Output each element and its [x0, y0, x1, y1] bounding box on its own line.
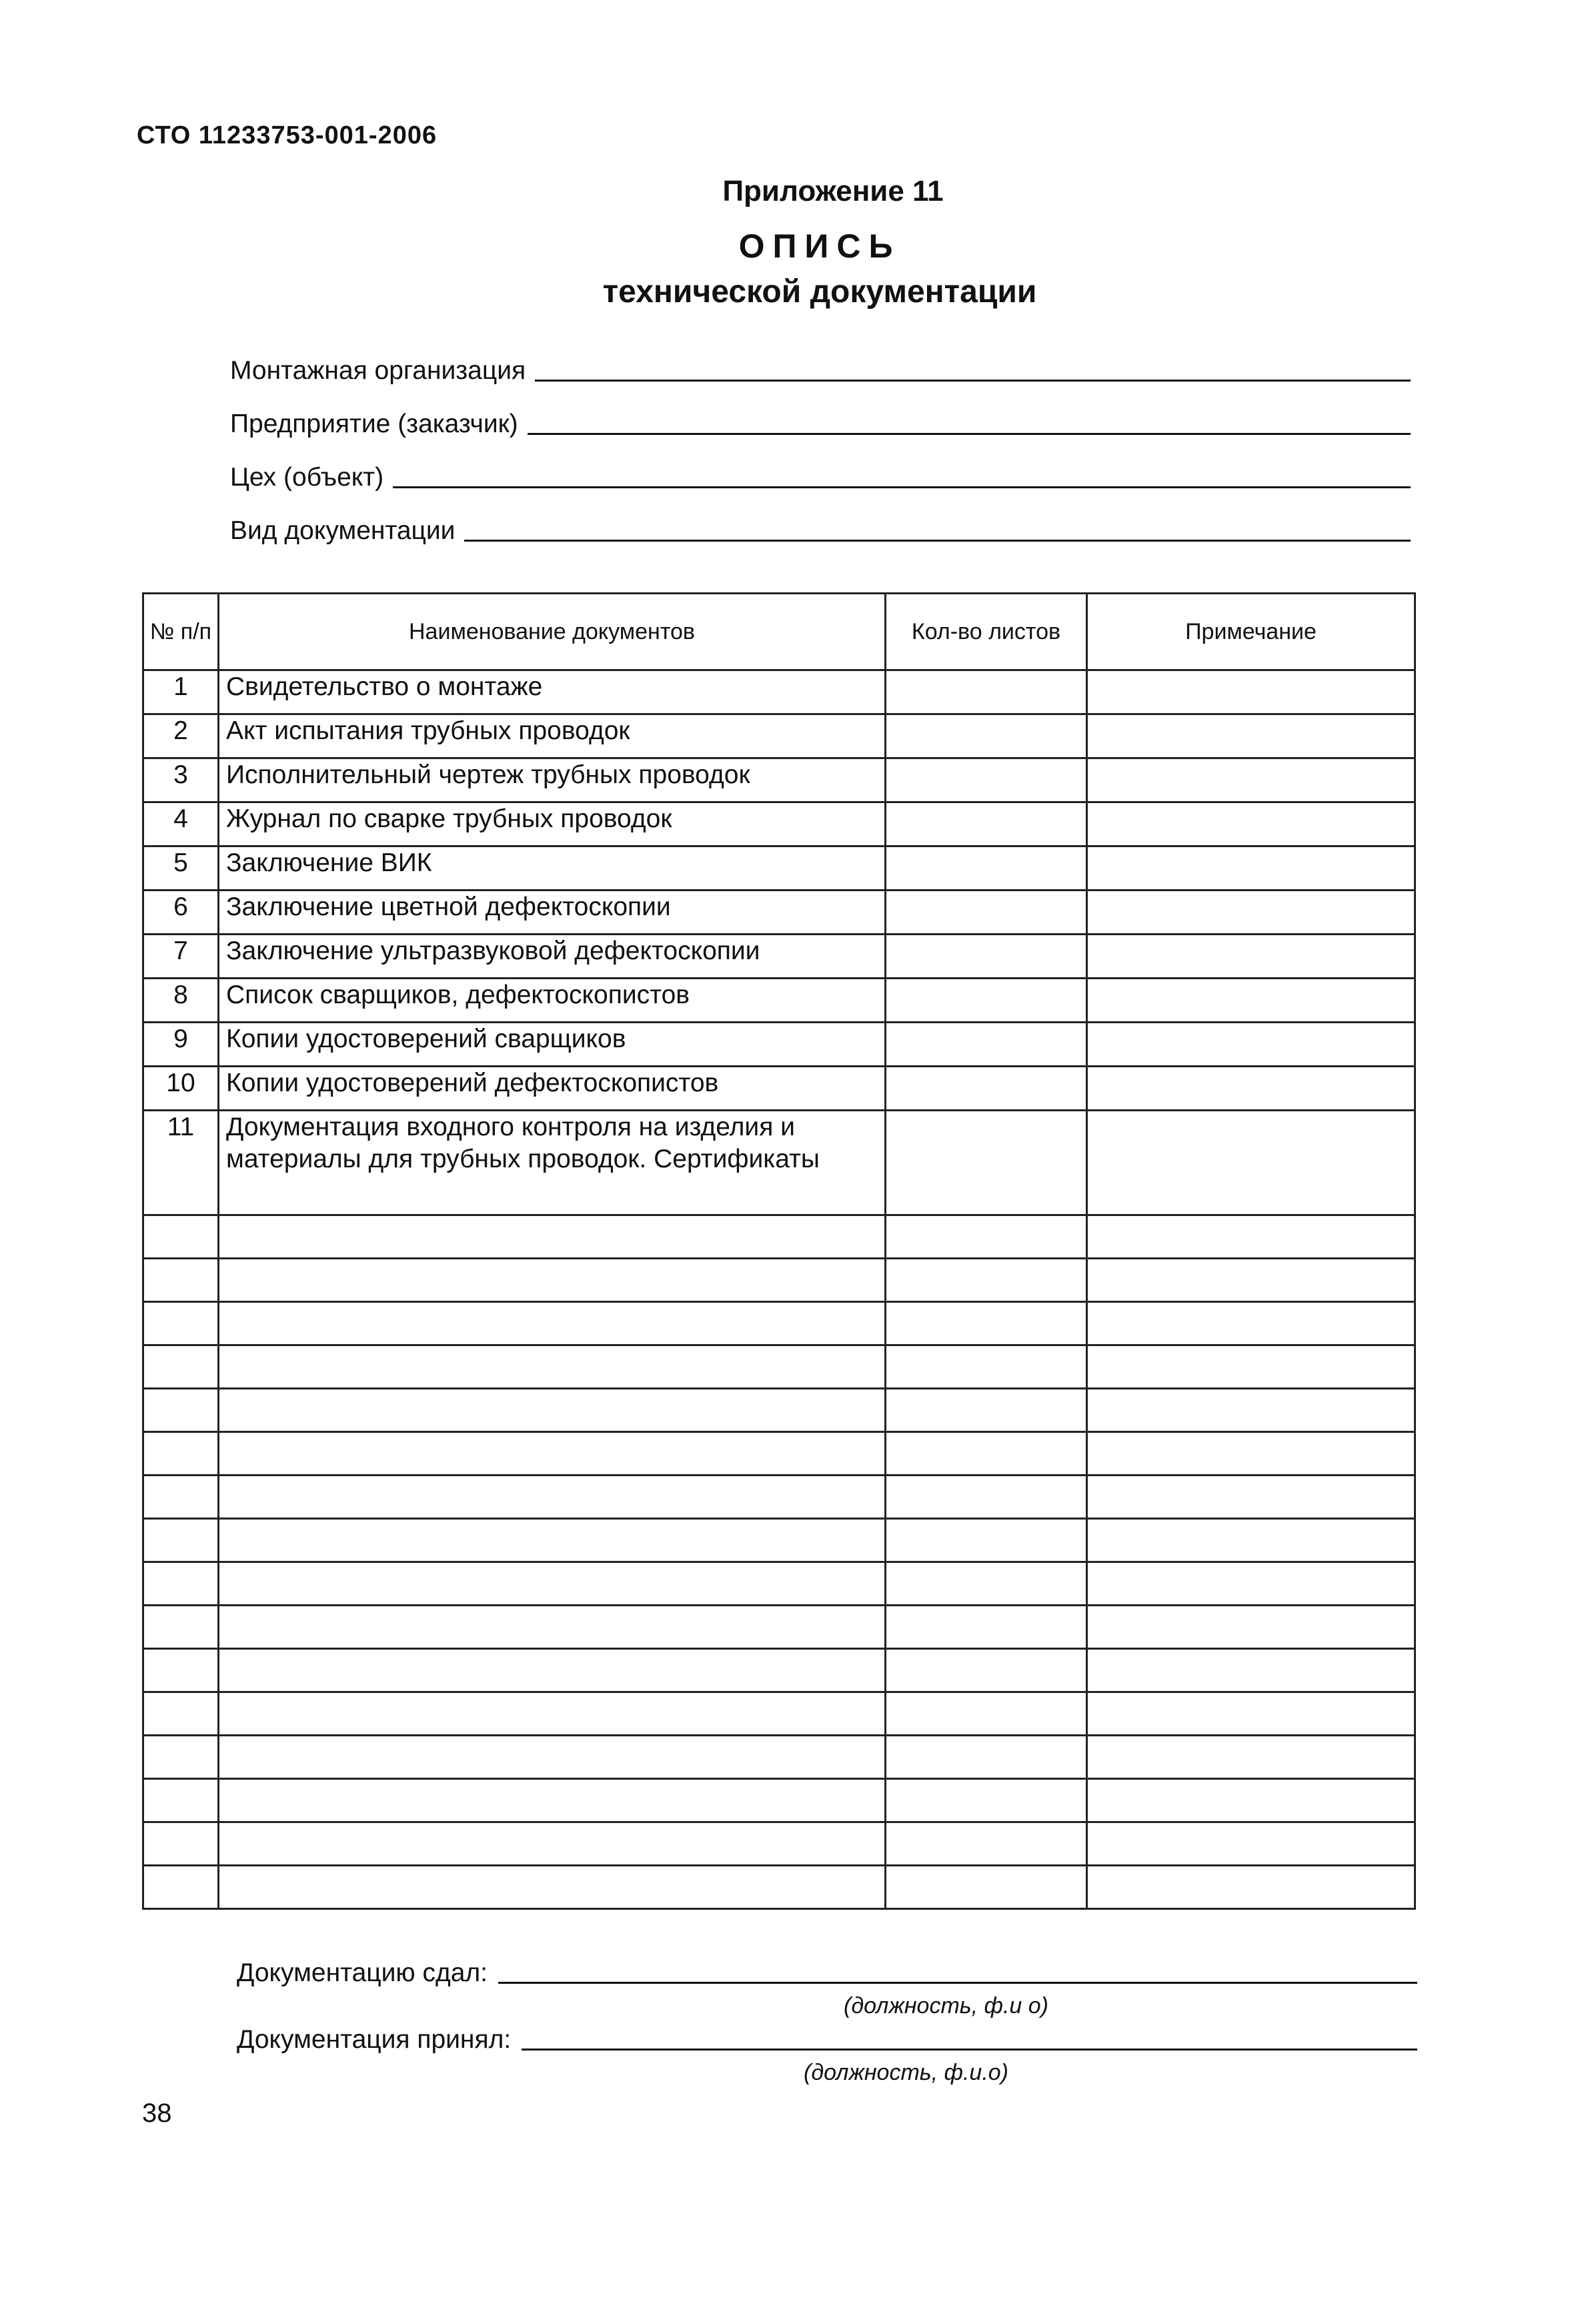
name-cell[interactable]: [219, 1345, 886, 1389]
table-row: [143, 802, 1415, 846]
note-cell[interactable]: [1087, 714, 1415, 758]
num-cell: 8: [143, 979, 219, 1023]
blank-table-row: [143, 1562, 1415, 1606]
field-label: Монтажная организация: [230, 356, 526, 385]
num-cell[interactable]: [143, 1692, 219, 1736]
sheets-cell[interactable]: [886, 1519, 1087, 1562]
num-cell: 3: [143, 758, 219, 802]
note-cell[interactable]: [1087, 1259, 1415, 1302]
note-cell[interactable]: [1087, 1692, 1415, 1736]
document-subtitle: технической документации: [602, 274, 1037, 310]
sheets-cell[interactable]: [886, 1606, 1087, 1649]
note-cell[interactable]: [1087, 935, 1415, 979]
table-row: [143, 714, 1415, 758]
note-cell[interactable]: [1087, 1067, 1415, 1111]
name-cell[interactable]: [219, 1562, 886, 1606]
name-cell[interactable]: [219, 1519, 886, 1562]
table-row: [143, 758, 1415, 802]
blank-table-row: [143, 1779, 1415, 1822]
blank-table-row: [143, 1259, 1415, 1302]
fill-line[interactable]: [393, 486, 1411, 488]
sheets-cell[interactable]: [886, 1302, 1087, 1345]
table-row: [143, 1067, 1415, 1111]
name-cell[interactable]: [219, 1822, 886, 1866]
sheets-cell[interactable]: [886, 1822, 1087, 1866]
num-cell[interactable]: [143, 1736, 219, 1779]
note-cell[interactable]: [1087, 1649, 1415, 1692]
sheets-cell[interactable]: [886, 935, 1087, 979]
field-documentation-type: [230, 512, 1411, 546]
sheets-cell[interactable]: [886, 1345, 1087, 1389]
table-header-row: [143, 594, 1415, 670]
note-cell[interactable]: [1087, 1779, 1415, 1822]
blank-table-row: [143, 1345, 1415, 1389]
sheets-cell[interactable]: [886, 1259, 1087, 1302]
num-cell: 7: [143, 935, 219, 979]
sheets-cell[interactable]: [886, 846, 1087, 891]
note-cell[interactable]: [1087, 1562, 1415, 1606]
name-cell[interactable]: [219, 1692, 886, 1736]
table-row: [143, 670, 1415, 714]
note-cell[interactable]: [1087, 1111, 1415, 1215]
name-cell[interactable]: [219, 1649, 886, 1692]
sheets-cell[interactable]: [886, 1023, 1087, 1067]
name-cell[interactable]: [219, 1779, 886, 1822]
num-cell[interactable]: [143, 1822, 219, 1866]
page-number: 38: [142, 2099, 172, 2128]
sheets-cell[interactable]: [886, 1562, 1087, 1606]
fill-line[interactable]: [528, 433, 1411, 435]
blank-table-row: [143, 1215, 1415, 1259]
table-row: [143, 979, 1415, 1023]
name-cell: Копии удостоверений дефектоскопистов: [219, 1067, 886, 1111]
blank-table-row: [143, 1649, 1415, 1692]
num-cell: 9: [143, 1023, 219, 1067]
table-row: [143, 935, 1415, 979]
sheets-cell[interactable]: [886, 1067, 1087, 1111]
documents-table: [142, 592, 1416, 1910]
name-cell[interactable]: [219, 1476, 886, 1519]
sheets-cell[interactable]: [886, 891, 1087, 935]
note-cell[interactable]: [1087, 891, 1415, 935]
num-cell[interactable]: [143, 1562, 219, 1606]
name-cell: Свидетельство о монтаже: [219, 670, 886, 714]
table-row: [143, 891, 1415, 935]
note-cell[interactable]: [1087, 1023, 1415, 1067]
signature-handed-over: [237, 1954, 1417, 1988]
name-cell: Заключение цветной дефектоскопии: [219, 891, 886, 935]
sheets-cell[interactable]: [886, 1866, 1087, 1909]
sheets-cell[interactable]: [886, 1476, 1087, 1519]
name-cell: Заключение ультразвуковой дефектоскопии: [219, 935, 886, 979]
signature-label: Документацию сдал:: [237, 1958, 488, 1987]
blank-table-row: [143, 1389, 1415, 1432]
name-cell[interactable]: [219, 1215, 886, 1259]
note-cell[interactable]: [1087, 1389, 1415, 1432]
field-workshop-object: [230, 459, 1411, 492]
fill-line[interactable]: [464, 540, 1411, 542]
signature-accepted: [237, 2021, 1417, 2055]
num-cell[interactable]: [143, 1389, 219, 1432]
num-cell: 5: [143, 846, 219, 891]
num-cell[interactable]: [143, 1649, 219, 1692]
standard-code: СТО 11233753-001-2006: [137, 121, 438, 149]
num-cell[interactable]: [143, 1779, 219, 1822]
name-cell[interactable]: [219, 1432, 886, 1476]
field-enterprise-customer: [230, 406, 1411, 439]
note-cell[interactable]: [1087, 1302, 1415, 1345]
fill-line[interactable]: [535, 380, 1411, 382]
field-label: Вид документации: [230, 516, 456, 545]
name-cell: Акт испытания трубных проводок: [219, 714, 886, 758]
column-header-sheets: Кол-во листов: [886, 594, 1087, 670]
note-cell[interactable]: [1087, 802, 1415, 846]
signature-hint: (должность, ф.и.о): [804, 2060, 1008, 2085]
blank-table-row: [143, 1519, 1415, 1562]
note-cell[interactable]: [1087, 1606, 1415, 1649]
table-row: [143, 1023, 1415, 1067]
blank-table-row: [143, 1866, 1415, 1909]
table-row: [143, 1111, 1415, 1215]
sheets-cell[interactable]: [886, 1389, 1087, 1432]
note-cell[interactable]: [1087, 1432, 1415, 1476]
blank-table-row: [143, 1432, 1415, 1476]
name-cell: Список сварщиков, дефектоскопистов: [219, 979, 886, 1023]
signature-line[interactable]: [498, 1982, 1417, 1984]
note-cell[interactable]: [1087, 1822, 1415, 1866]
column-header-name: Наименование документов: [219, 594, 886, 670]
sheets-cell[interactable]: [886, 1215, 1087, 1259]
column-header-num: № п/п: [143, 594, 219, 670]
column-header-note: Примечание: [1087, 594, 1415, 670]
num-cell: 6: [143, 891, 219, 935]
sheets-cell[interactable]: [886, 1692, 1087, 1736]
num-cell[interactable]: [143, 1345, 219, 1389]
num-cell: 11: [143, 1111, 219, 1215]
num-cell[interactable]: [143, 1476, 219, 1519]
field-installation-organization: [230, 352, 1411, 386]
num-cell[interactable]: [143, 1519, 219, 1562]
num-cell: 2: [143, 714, 219, 758]
signature-line[interactable]: [522, 2049, 1417, 2051]
note-cell[interactable]: [1087, 670, 1415, 714]
name-cell[interactable]: [219, 1302, 886, 1345]
num-cell: 4: [143, 802, 219, 846]
name-cell[interactable]: [219, 1866, 886, 1909]
num-cell[interactable]: [143, 1866, 219, 1909]
num-cell[interactable]: [143, 1302, 219, 1345]
table-row: [143, 846, 1415, 891]
note-cell[interactable]: [1087, 1866, 1415, 1909]
name-cell[interactable]: [219, 1736, 886, 1779]
name-cell: Заключение ВИК: [219, 846, 886, 891]
signature-hint: (должность, ф.и о): [844, 1993, 1048, 2018]
blank-table-row: [143, 1822, 1415, 1866]
num-cell: 1: [143, 670, 219, 714]
blank-table-row: [143, 1476, 1415, 1519]
sheets-cell[interactable]: [886, 979, 1087, 1023]
note-cell[interactable]: [1087, 846, 1415, 891]
sheets-cell[interactable]: [886, 714, 1087, 758]
name-cell: Копии удостоверений сварщиков: [219, 1023, 886, 1067]
name-cell[interactable]: [219, 1389, 886, 1432]
name-cell: Документация входного контроля на изделия и материалы для трубных проводок. Сертификаты: [219, 1111, 886, 1215]
name-cell[interactable]: [219, 1606, 886, 1649]
signature-label: Документация принял:: [237, 2025, 512, 2054]
sheets-cell[interactable]: [886, 1649, 1087, 1692]
blank-table-row: [143, 1692, 1415, 1736]
name-cell[interactable]: [219, 1259, 886, 1302]
sheets-cell[interactable]: [886, 802, 1087, 846]
sheets-cell[interactable]: [886, 1432, 1087, 1476]
blank-table-row: [143, 1302, 1415, 1345]
note-cell[interactable]: [1087, 979, 1415, 1023]
sheets-cell[interactable]: [886, 670, 1087, 714]
name-cell: Исполнительный чертеж трубных проводок: [219, 758, 886, 802]
sheets-cell[interactable]: [886, 1779, 1087, 1822]
num-cell[interactable]: [143, 1606, 219, 1649]
name-cell: Журнал по сварке трубных проводок: [219, 802, 886, 846]
note-cell[interactable]: [1087, 1476, 1415, 1519]
sheets-cell[interactable]: [886, 1736, 1087, 1779]
note-cell[interactable]: [1087, 758, 1415, 802]
blank-table-row: [143, 1736, 1415, 1779]
note-cell[interactable]: [1087, 1345, 1415, 1389]
sheets-cell[interactable]: [886, 758, 1087, 802]
note-cell[interactable]: [1087, 1736, 1415, 1779]
num-cell[interactable]: [143, 1259, 219, 1302]
num-cell[interactable]: [143, 1432, 219, 1476]
document-title: ОПИСЬ: [738, 227, 901, 265]
num-cell[interactable]: [143, 1215, 219, 1259]
sheets-cell[interactable]: [886, 1111, 1087, 1215]
num-cell: 10: [143, 1067, 219, 1111]
field-label: Предприятие (заказчик): [230, 410, 518, 438]
note-cell[interactable]: [1087, 1215, 1415, 1259]
blank-table-row: [143, 1606, 1415, 1649]
field-label: Цех (объект): [230, 463, 384, 492]
note-cell[interactable]: [1087, 1519, 1415, 1562]
appendix-heading: Приложение 11: [722, 175, 944, 207]
